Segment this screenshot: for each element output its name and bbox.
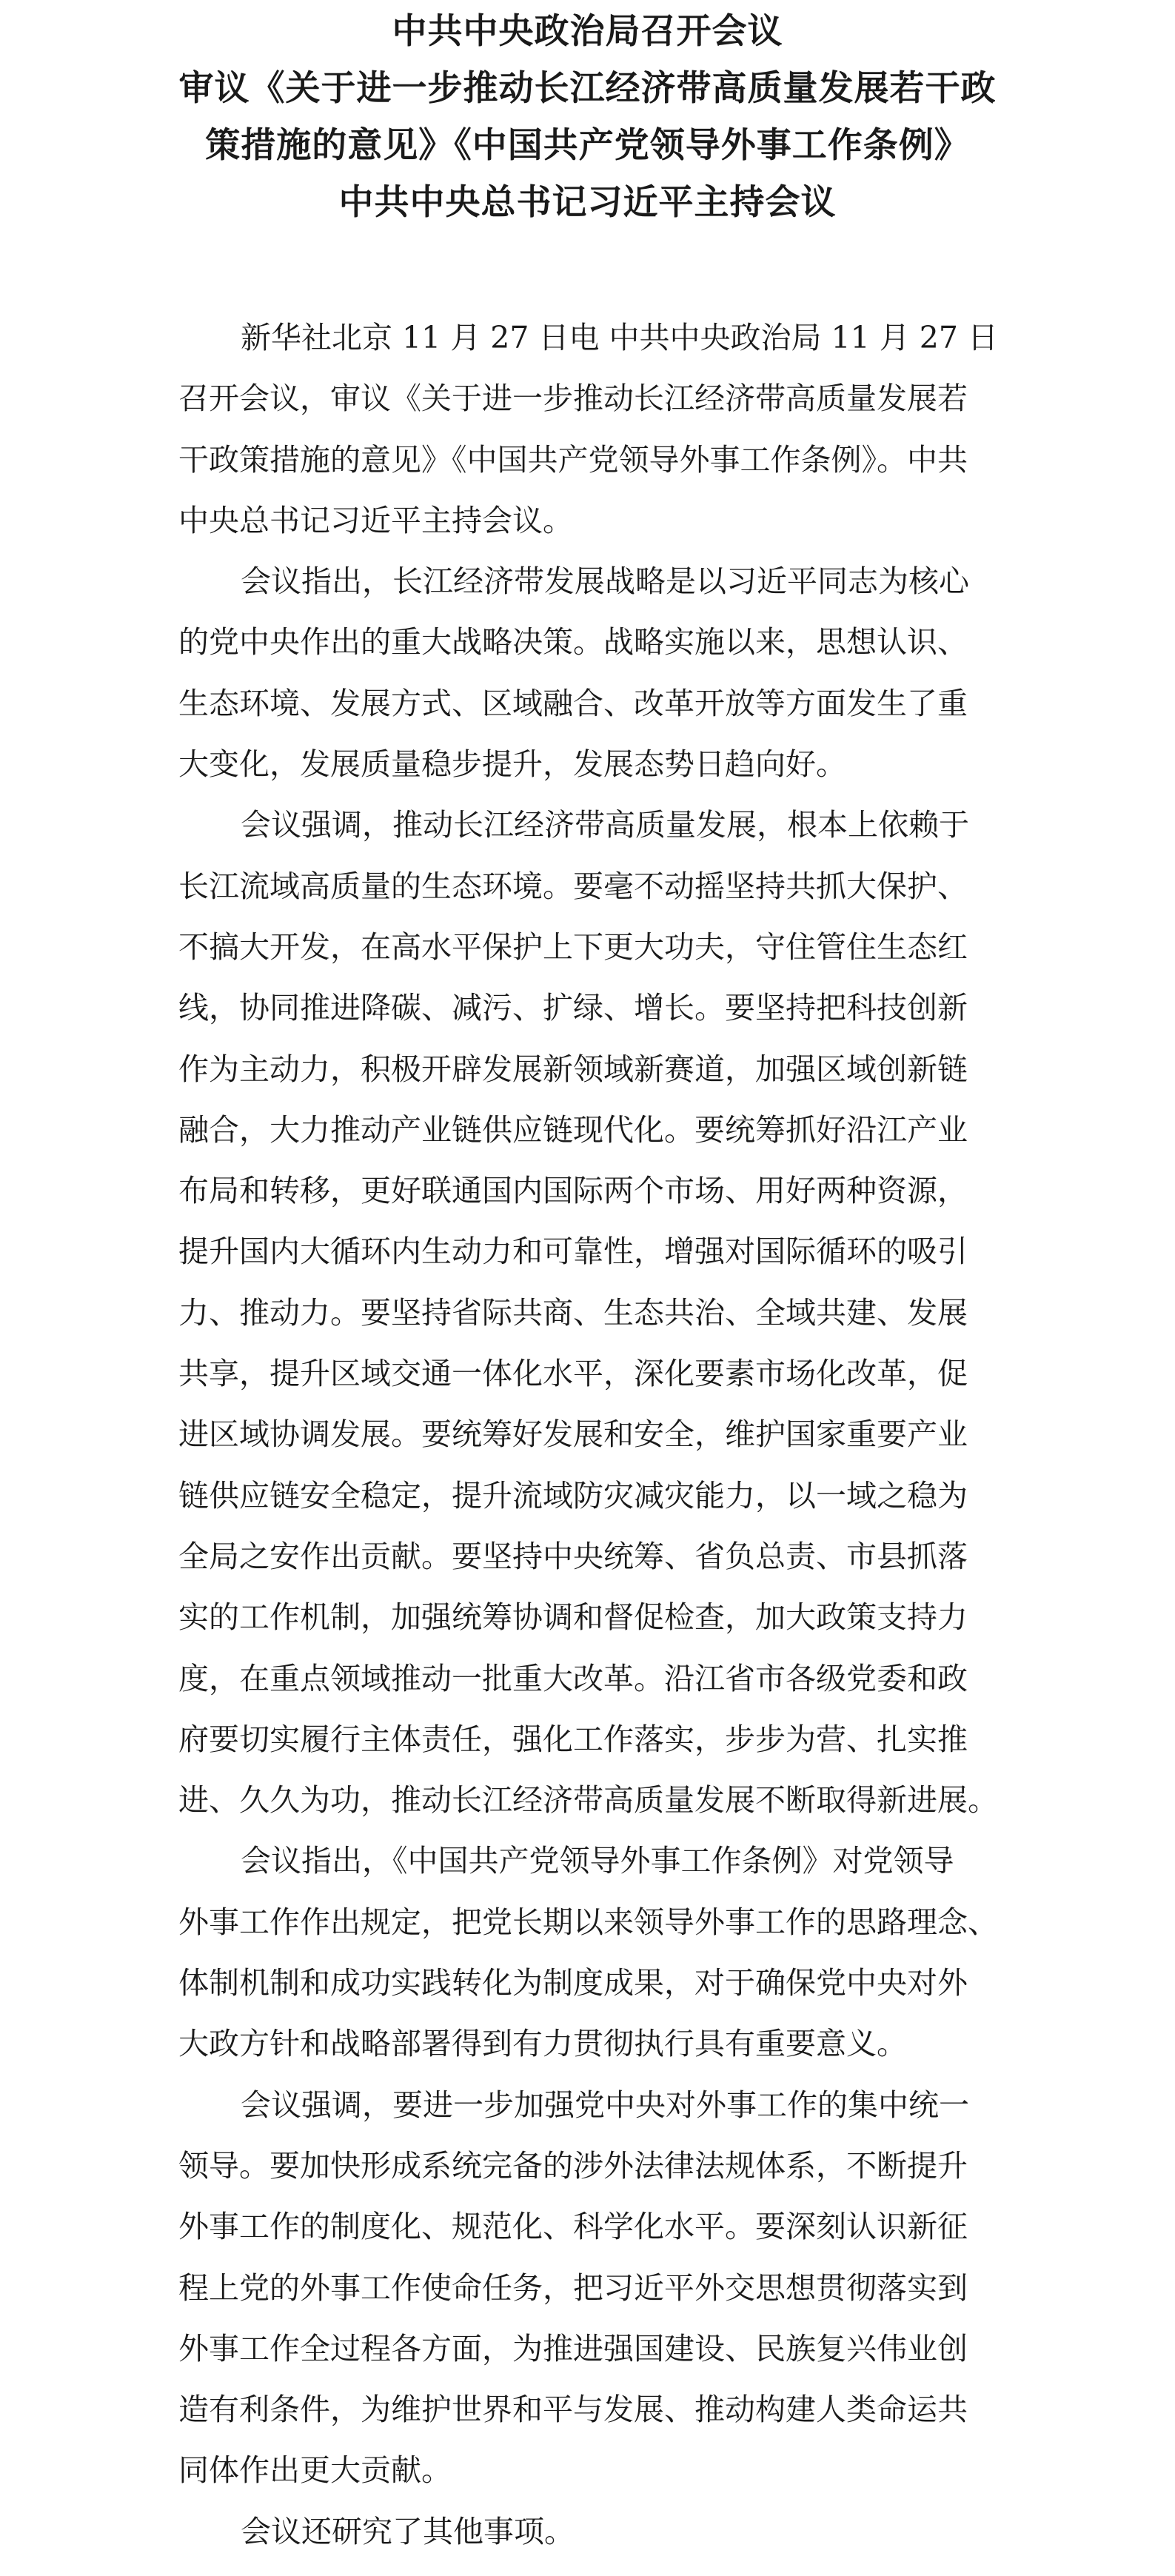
paragraph-line: 召开会议，审议《关于进一步推动长江经济带高质量发展若: [178, 381, 968, 417]
paragraph-line: 线，协同推进降碳、减污、扩绿、增长。要坚持把科技创新: [178, 990, 968, 1026]
paragraph-line: 领导。要加快形成系统完备的涉外法律法规体系，不断提升: [178, 2147, 968, 2184]
paragraph-line: 会议指出，长江经济带发展战略是以习近平同志为核心: [241, 563, 969, 600]
paragraph-line: 生态环境、发展方式、区域融合、改革开放等方面发生了重: [178, 685, 968, 721]
paragraph-line: 会议还研究了其他事项。: [241, 2513, 575, 2549]
paragraph-line: 干政策措施的意见》《中国共产党领导外事工作条例》。中共: [178, 441, 968, 478]
paragraph-line: 不搞大开发，在高水平保护上下更大功夫，守住管住生态红: [178, 929, 968, 965]
paragraph-line: 链供应链安全稳定，提升流域防灾减灾能力，以一域之稳为: [178, 1477, 968, 1513]
paragraph-line: 会议指出，《中国共产党领导外事工作条例》对党领导: [241, 1843, 954, 1879]
paragraph-line: 大变化，发展质量稳步提升，发展态势日趋向好。: [178, 746, 846, 783]
paragraph-line: 造有利条件，为维护世界和平与发展、推动构建人类命运共: [178, 2392, 968, 2428]
headline-line-4: 中共中央总书记习近平主持会议: [338, 182, 837, 223]
headline-line-1: 中共中央政治局召开会议: [392, 11, 783, 52]
article-headline: [133, 3, 1042, 231]
paragraph-line: 融合，大力推动产业链供应链现代化。要统筹抓好沿江产业: [178, 1111, 968, 1148]
paragraph-line: 大政方针和战略部署得到有力贯彻执行具有重要意义。: [178, 2026, 907, 2062]
paragraph-line: 全局之安作出贡献。要坚持中央统筹、省负总责、市县抓落: [178, 1538, 968, 1574]
paragraph-line: 外事工作全过程各方面，为推进强国建设、民族复兴伟业创: [178, 2330, 968, 2366]
paragraph-line: 会议强调，要进一步加强党中央对外事工作的集中统一: [241, 2087, 969, 2123]
paragraph-line: 布局和转移，更好联通国内国际两个市场、用好两种资源，: [178, 1173, 968, 1209]
paragraph-4: [178, 1830, 1028, 2074]
headline-line-3: 策措施的意见》《中国共产党领导外事工作条例》: [205, 125, 970, 166]
paragraph-line: 力、推动力。要坚持省际共商、生态共治、全域共建、发展: [178, 1294, 968, 1331]
paragraph-line: 共享，提升区域交通一体化水平，深化要素市场化改革，促: [178, 1356, 968, 1392]
paragraph-line: 的党中央作出的重大战略决策。战略实施以来，思想认识、: [178, 624, 968, 660]
paragraph-line: 提升国内大循环内生动力和可靠性，增强对国际循环的吸引: [178, 1234, 968, 1270]
paragraph-line: 同体作出更大贡献。: [178, 2452, 452, 2489]
paragraph-line: 度，在重点领域推动一批重大改革。沿江省市各级党委和政: [178, 1660, 968, 1696]
paragraph-line: 外事工作的制度化、规范化、科学化水平。要深刻认识新征: [178, 2209, 968, 2245]
paragraph-3: [178, 794, 1028, 1830]
paragraph-2: [178, 551, 1028, 794]
paragraph-line: 进区域协调发展。要统筹好发展和安全，维护国家重要产业: [178, 1416, 968, 1453]
paragraph-1: [178, 307, 1028, 551]
paragraph-line: 中央总书记习近平主持会议。: [178, 502, 573, 538]
paragraph-line: 会议强调，推动长江经济带高质量发展，根本上依赖于: [241, 807, 969, 843]
paragraph-line: 进、久久为功，推动长江经济带高质量发展不断取得新进展。: [178, 1782, 998, 1819]
paragraph-line: 外事工作作出规定，把党长期以来领导外事工作的思路理念、: [178, 1904, 998, 1940]
paragraph-line: 新华社北京 11 月 27 日电 中共中央政治局 11 月 27 日: [241, 320, 998, 355]
article-body: [178, 307, 1028, 2562]
paragraph-line: 长江流域高质量的生态环境。要毫不动摇坚持共抓大保护、: [178, 868, 968, 904]
paragraph-5: [178, 2075, 1028, 2501]
paragraph-6: [178, 2501, 1028, 2562]
paragraph-line: 体制机制和成功实践转化为制度成果，对于确保党中央对外: [178, 1965, 968, 2001]
paragraph-line: 府要切实履行主体责任，强化工作落实，步步为营、扎实推: [178, 1721, 968, 1757]
paragraph-line: 作为主动力，积极开辟发展新领域新赛道，加强区域创新链: [178, 1051, 968, 1087]
headline-line-2: 审议《关于进一步推动长江经济带高质量发展若干政: [178, 68, 997, 109]
paragraph-line: 实的工作机制，加强统筹协调和督促检查，加大政策支持力: [178, 1599, 968, 1636]
paragraph-line: 程上党的外事工作使命任务，把习近平外交思想贯彻落实到: [178, 2269, 968, 2306]
